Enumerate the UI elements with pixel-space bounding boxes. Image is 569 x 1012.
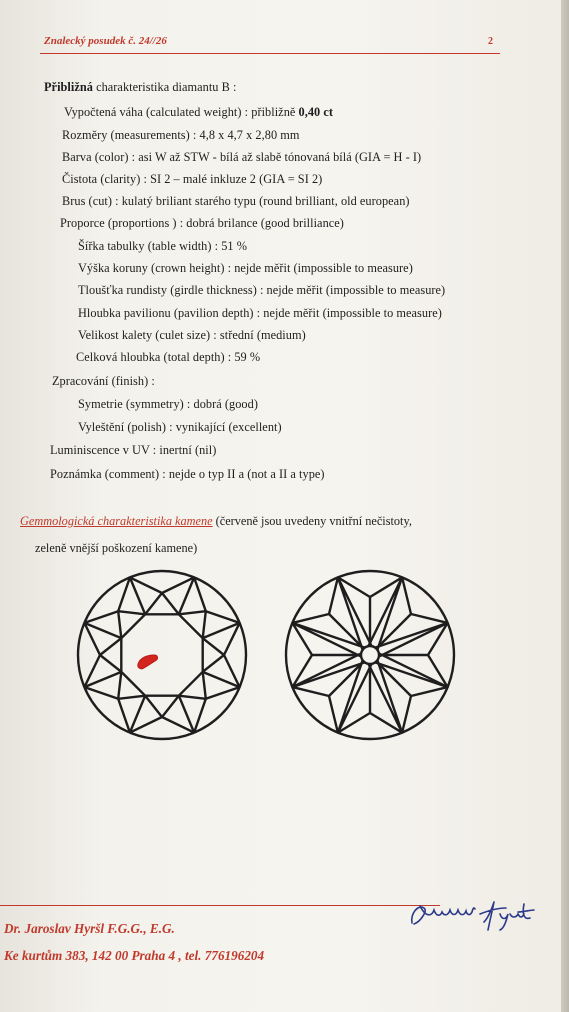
section-title-rest: charakteristika diamantu B : [96,80,237,94]
crown-bezel-facet [84,577,129,623]
pavilion-view-diagram [282,567,458,743]
page-edge [561,0,569,1012]
row-crown-height: Výška koruny (crown height) : nejde měřit (impossible to measure) [78,261,413,275]
row-luminescence: Luminiscence v UV : inertní (nil) [50,443,217,457]
gemmology-note: (červeně jsou uvedeny vnitřní nečistoty, [212,514,412,528]
footer-name: Dr. Jaroslav Hyršl F.G.G., E.G. [4,921,175,936]
crown-bezel-facet [224,623,240,687]
section-title-bold: Přibližná [44,80,93,94]
row-polish: Vyleštění (polish) : vynikající (excellent) [78,420,282,434]
row-table-width: Šířka tabulky (table width) : 51 % [78,239,248,253]
gemmology-heading [20,514,412,529]
row-pavilion-depth: Hloubka pavilionu (pavilion depth) : nejde měřit (impossible to measure) [78,306,442,320]
crown-bezel-facet [194,687,240,733]
page-number: 2 [488,36,493,47]
row-total-depth: Celková hloubka (total depth) : 59 % [76,350,261,364]
crown-bezel-facet [130,577,194,593]
row-comment: Poznámka (comment) : nejde o typ II a (not a II a type) [50,467,325,481]
footer-divider [0,905,440,906]
row-color: Barva (color) : asi W až STW - bílá až slabě tónovaná bílá (GIA = H - I) [62,150,422,164]
section-title [44,80,236,95]
row-weight [64,105,333,120]
pavilion-lower-girdle [292,623,312,687]
inclusion-mark [138,655,158,669]
crown-bezel-facet [84,687,129,733]
weight-label: Vypočtená váha (calculated weight) : přibližně [64,105,299,119]
row-proportions: Proporce (proportions ) : dobrá brilance (good brilliance) [60,216,344,230]
crown-table-facet [121,614,202,695]
footer-address: Ke kurtům 383, 142 00 Praha 4 , tel. 776196204 [4,948,265,963]
gemmology-note-2: zeleně vnější poškození kamene) [35,541,198,555]
header-divider [40,53,500,54]
crown-bezel-facet [84,623,100,687]
weight-value: 0,40 ct [298,105,334,119]
pavilion-culet [361,646,379,664]
pavilion-lower-girdle [338,713,402,733]
signature [406,896,556,936]
row-clarity: Čistota (clarity) : SI 2 – malé inkluze 2 (GIA = SI 2) [62,172,323,186]
row-finish: Zpracování (finish) : [52,374,155,388]
report-title: Znalecký posudek č. 24//26 [44,35,167,47]
row-cut: Brus (cut) : kulatý briliant starého typu (round brilliant, old european) [62,194,410,208]
crown-bezel-facet [130,717,194,733]
crown-view-diagram [74,567,250,743]
row-symmetry: Symetrie (symmetry) : dobrá (good) [78,397,258,411]
crown-girdle-outline [78,571,246,739]
pavilion-lower-girdle [428,623,448,687]
row-girdle-thickness: Tloušťka rundisty (girdle thickness) : nejde měřit (impossible to measure) [78,283,446,297]
row-measurements: Rozměry (measurements) : 4,8 x 4,7 x 2,80 mm [62,128,300,142]
pavilion-lower-girdle [338,577,402,597]
crown-bezel-facet [194,577,240,623]
row-culet-size: Velikost kalety (culet size) : střední (medium) [78,328,306,342]
gemmology-title: Gemmologická charakteristika kamene [20,514,213,528]
